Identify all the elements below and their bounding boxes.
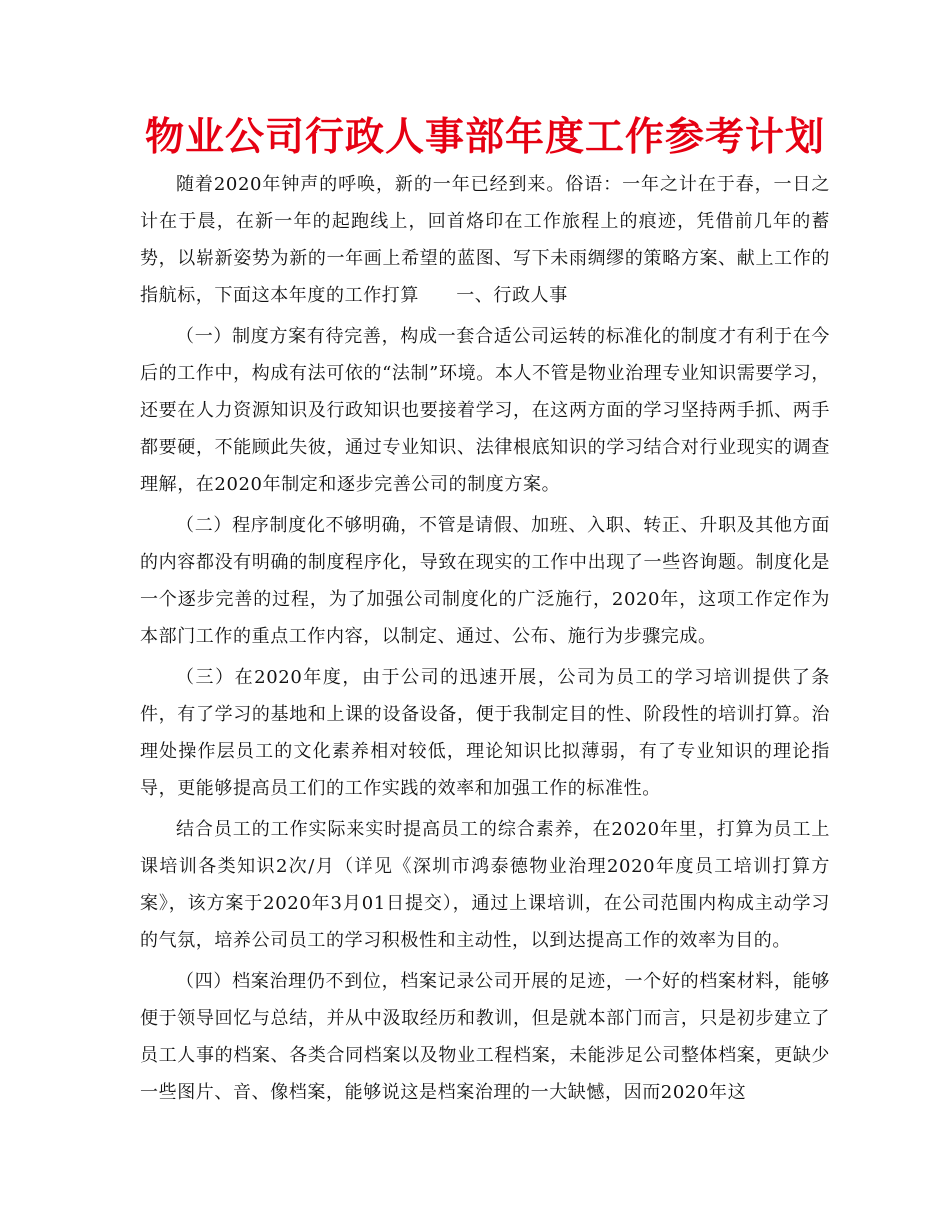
paragraph-training: 结合员工的工作实际来实时提高员工的综合素养，在2020年里，打算为员工上课培训各类知识2次/月（详见《深圳市鸿泰德物业治理2020年度员工培训打算方案》，该方案于2020年3月01日提交），通过上课培训，在公司范围内构成主动学习的气氛，培养公司员工的学习积极性和主动性，以到达提高工作的效率为目的。 xyxy=(140,819,830,951)
paragraph-item-2: （二）程序制度化不够明确，不管是请假、加班、入职、转正、升职及其他方面的内容都没有明确的制度程序化，导致在现实的工作中出现了一些咨询题。制度化是一个逐步完善的过程，为了加强公司制度化的广泛施行，2020年，这项工作定作为本部门工作的重点工作内容，以制定、通过、公布、施行为步骤完成。 xyxy=(140,515,830,647)
document-title: 物业公司行政人事部年度工作参考计划 xyxy=(144,115,825,160)
paragraph-item-1: （一）制度方案有待完善，构成一套合适公司运转的标准化的制度才有利于在今后的工作中，构成有法可依的“法制”环境。本人不管是物业治理专业知识需要学习，还要在人力资源知识及行政知识也要接着学习，在这两方面的学习坚持两手抓、两手都要硬，不能顾此失彼，通过专业知识、法律根底知识的学习结合对行业现实的调查理解，在2020年制定和逐步完善公司的制度方案。 xyxy=(140,326,830,495)
paragraph-intro: 随着2020年钟声的呼唤，新的一年已经到来。俗语：一年之计在于春，一日之计在于晨，在新一年的起跑线上，回首烙印在工作旅程上的痕迹，凭借前几年的蓄势，以崭新姿势为新的一年画上希望的蓝图、写下未雨绸缪的策略方案、献上工作的指航标，下面这本年度的工作打算 一、行政人事 xyxy=(140,174,830,306)
paragraph-item-3: （三）在2020年度，由于公司的迅速开展，公司为员工的学习培训提供了条件，有了学习的基地和上课的设备设备，便于我制定目的性、阶段性的培训打算。治理处操作层员工的文化素养相对较低，理论知识比拟薄弱，有了专业知识的理论指导，更能够提高员工们的工作实践的效率和加强工作的标准性。 xyxy=(140,667,830,799)
paragraph-item-4: （四）档案治理仍不到位，档案记录公司开展的足迹，一个好的档案材料，能够便于领导回忆与总结，并从中汲取经历和教训，但是就本部门而言，只是初步建立了员工人事的档案、各类合同档案以及物业工程档案，未能涉足公司整体档案，更缺少一些图片、音、像档案，能够说这是档案治理的一大缺憾，因而2020年这 xyxy=(140,971,830,1103)
